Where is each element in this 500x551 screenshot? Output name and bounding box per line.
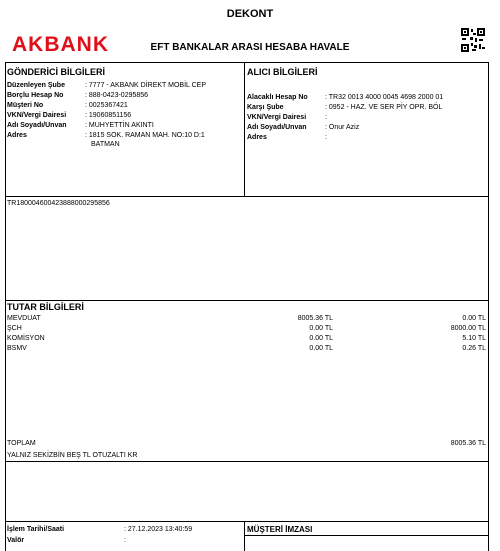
receiver-row	[247, 134, 487, 144]
receiver-title: ALICI BİLGİLERİ	[247, 67, 318, 77]
amount-row	[7, 325, 486, 335]
frame-left	[5, 62, 6, 551]
transaction-reference: TR18000460042388800029585​6	[7, 200, 110, 207]
sender-label: Müşteri No	[7, 102, 44, 109]
receiver-row	[247, 104, 487, 114]
amount-col2: 8000.00 TL	[450, 325, 486, 332]
amount-row	[7, 335, 486, 345]
amount-in-words: YALNIZ SEKİZBİN BEŞ TL OTUZALTI KR	[7, 452, 138, 459]
sender-value: : 1815 SOK. RAMAN MAH. NO:10 D:1	[85, 132, 205, 139]
sender-row	[7, 102, 243, 112]
bank-logo: AKBANK	[12, 33, 109, 56]
qr-code-icon	[461, 28, 485, 52]
sender-value: : MUHYETTİN AKINTI	[85, 122, 154, 129]
divider-info-mid	[244, 62, 245, 196]
receiver-value: :	[325, 134, 327, 141]
sender-value: : 0025367421	[85, 102, 128, 109]
sender-label: Düzenleyen Şube	[7, 82, 65, 89]
sender-value-line2: BATMAN	[91, 141, 120, 148]
amount-label: KOMİSYON	[7, 335, 45, 342]
receiver-value: : TR32 0013 4000 0045 4698 2000 01	[325, 94, 444, 101]
amount-row	[7, 315, 486, 325]
valor-value: :	[124, 537, 126, 544]
sender-value: : 888-0423-0295856	[85, 92, 149, 99]
total-label: TOPLAM	[7, 440, 36, 447]
receiver-info	[247, 94, 487, 144]
receiver-label: Karşı Şube	[247, 104, 284, 111]
sender-value: : 19060851156	[85, 112, 132, 119]
receiver-label: VKN/Vergi Dairesi	[247, 114, 307, 121]
sender-row	[7, 92, 243, 102]
amount-row	[7, 345, 486, 355]
sender-label: VKN/Vergi Dairesi	[7, 112, 67, 119]
divider-footer-mid	[244, 521, 245, 551]
receiver-label: Alacaklı Hesap No	[247, 94, 308, 101]
customer-signature-label: MÜŞTERİ İMZASI	[247, 525, 313, 534]
receiver-row	[247, 94, 487, 104]
amount-col1: 0.00 TL	[309, 345, 333, 352]
divider-top	[5, 62, 489, 63]
amount-col1: 0.00 TL	[309, 335, 333, 342]
amount-col2: 0.26 TL	[462, 345, 486, 352]
divider-info-bottom	[5, 196, 489, 197]
receiver-value: : 0952 - HAZ. VE SER PİY OPR. BÖL	[325, 104, 443, 111]
sender-title: GÖNDERİCİ BİLGİLERİ	[7, 67, 106, 77]
receiver-value: :	[325, 114, 327, 121]
sender-info	[7, 82, 243, 152]
receiver-label: Adı Soyadı/Unvan	[247, 124, 307, 131]
sender-label: Adres	[7, 132, 27, 139]
divider-signature	[244, 535, 488, 536]
amount-col2: 5.10 TL	[462, 335, 486, 342]
divider-words-bottom	[5, 461, 489, 462]
amounts-table	[7, 315, 486, 355]
frame-right	[488, 62, 489, 551]
receiver-row	[247, 124, 487, 134]
sender-row	[7, 132, 243, 152]
transaction-date-value: : 27.12.2023 13:40:59	[124, 526, 193, 533]
sender-label: Borçlu Hesap No	[7, 92, 64, 99]
divider-footer-top	[5, 521, 489, 522]
sender-label: Adı Soyadı/Unvan	[7, 122, 67, 129]
amount-col2: 0.00 TL	[462, 315, 486, 322]
document-title: DEKONT	[226, 8, 274, 20]
divider-amounts-top	[5, 300, 489, 301]
document-subtitle: EFT BANKALAR ARASI HESABA HAVALE	[150, 42, 350, 53]
valor-label: Valör	[7, 537, 25, 544]
receiver-value: : Onur Aziz	[325, 124, 360, 131]
amount-label: BSMV	[7, 345, 27, 352]
sender-value: : 7777 - AKBANK DİREKT MOBİL CEP	[85, 82, 206, 89]
receiver-row	[247, 114, 487, 124]
amount-col1: 8005.36 TL	[297, 315, 333, 322]
receiver-label: Adres	[247, 134, 267, 141]
amounts-title: TUTAR BİLGİLERİ	[7, 302, 84, 312]
amount-col1: 0.00 TL	[309, 325, 333, 332]
sender-row	[7, 82, 243, 92]
sender-row	[7, 122, 243, 132]
amount-label: MEVDUAT	[7, 315, 41, 322]
transaction-date-label: İşlem Tarihi/Saati	[7, 526, 65, 533]
sender-row	[7, 112, 243, 122]
total-value: 8005.36 TL	[450, 440, 486, 447]
amount-label: ŞCH	[7, 325, 22, 332]
